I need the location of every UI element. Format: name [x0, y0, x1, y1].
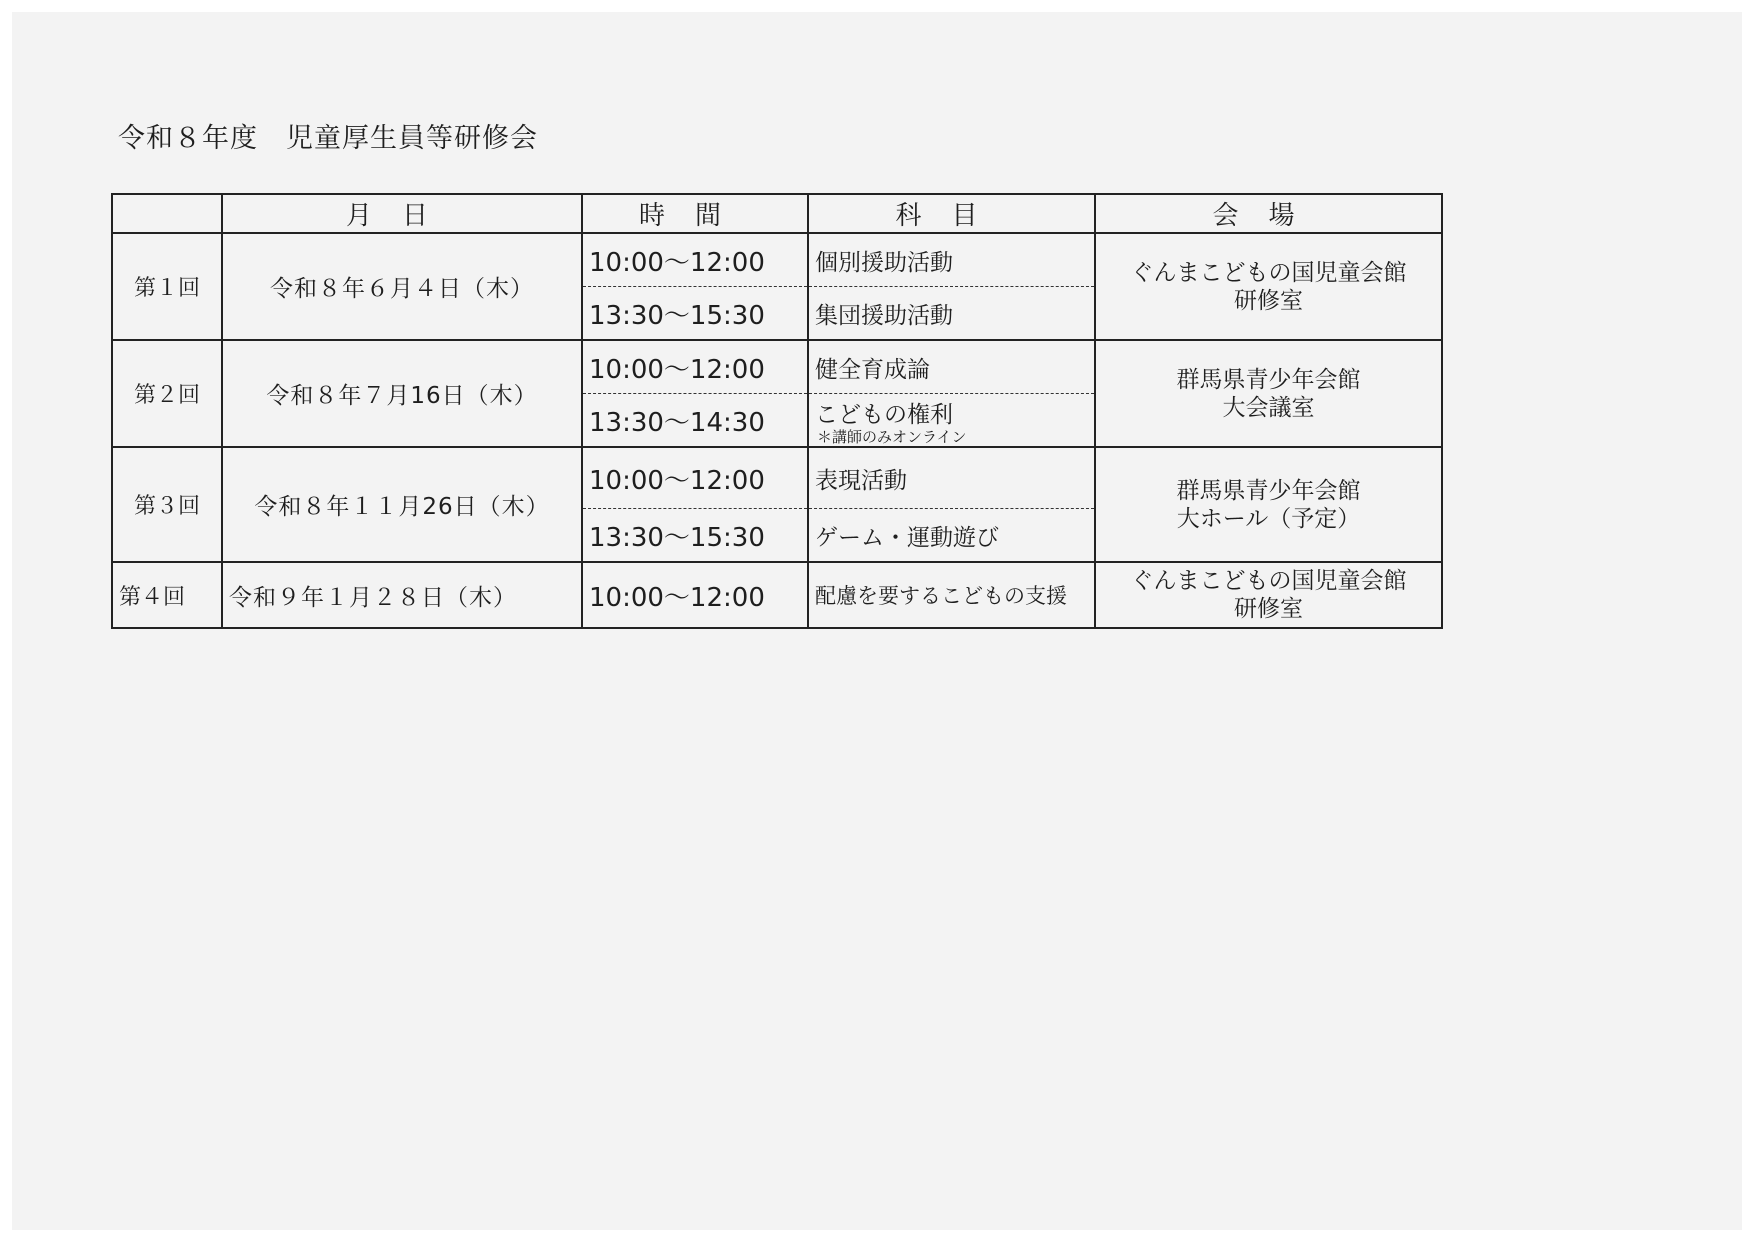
venue-name: 群馬県青少年会館: [1176, 366, 1361, 393]
session-time: 10:00～12:00: [582, 447, 808, 509]
session-venue: [1095, 562, 1442, 628]
session-subject-with-note: [808, 394, 1095, 448]
venue-room: 大会議室: [1222, 394, 1315, 421]
session-date: 令和９年１月２８日（木）: [222, 562, 582, 628]
subject-note: ＊講師のみオンライン: [817, 427, 967, 446]
session-subject: 個別援助活動: [808, 233, 1095, 287]
session-number: 第２回: [112, 340, 222, 447]
header-row: [112, 194, 1442, 233]
training-schedule-table: [111, 193, 1443, 629]
session-date: 令和８年７月16日（木）: [222, 340, 582, 447]
session-time: 13:30～15:30: [582, 509, 808, 563]
session-time: 13:30～14:30: [582, 394, 808, 448]
header-date: 月日: [222, 194, 582, 233]
venue-room: 研修室: [1234, 287, 1303, 314]
session-number: 第１回: [112, 233, 222, 340]
session-date: 令和８年６月４日（木）: [222, 233, 582, 340]
session-date: 令和８年１１月26日（木）: [222, 447, 582, 562]
table-row: [112, 340, 1442, 394]
session-venue: [1095, 340, 1442, 447]
header-venue: 会場: [1095, 194, 1442, 233]
session-time: 10:00～12:00: [582, 562, 808, 628]
header-no: [112, 194, 222, 233]
session-subject: 配慮を要するこどもの支援: [808, 562, 1095, 628]
session-time: 13:30～15:30: [582, 287, 808, 341]
table-row: [112, 233, 1442, 287]
session-number: 第４回: [112, 562, 222, 628]
venue-name: ぐんまこどもの国児童会館: [1130, 568, 1407, 594]
venue-name: 群馬県青少年会館: [1176, 477, 1361, 504]
session-time: 10:00～12:00: [582, 340, 808, 394]
session-venue: [1095, 447, 1442, 562]
venue-name: ぐんまこどもの国児童会館: [1130, 259, 1407, 286]
session-venue: [1095, 233, 1442, 340]
header-time: 時間: [582, 194, 808, 233]
session-number: 第３回: [112, 447, 222, 562]
session-subject: 表現活動: [808, 447, 1095, 509]
document-title: 令和８年度 児童厚生員等研修会: [118, 123, 538, 154]
venue-room: 大ホール（予定）: [1176, 505, 1361, 532]
venue-room: 研修室: [1234, 596, 1303, 622]
session-subject: 集団援助活動: [808, 287, 1095, 341]
header-subject: 科目: [808, 194, 1095, 233]
session-subject: こどもの権利: [815, 401, 953, 428]
table-row: [112, 447, 1442, 509]
session-subject: 健全育成論: [808, 340, 1095, 394]
session-subject: ゲーム・運動遊び: [808, 509, 1095, 563]
session-time: 10:00～12:00: [582, 233, 808, 287]
table-row: [112, 562, 1442, 628]
